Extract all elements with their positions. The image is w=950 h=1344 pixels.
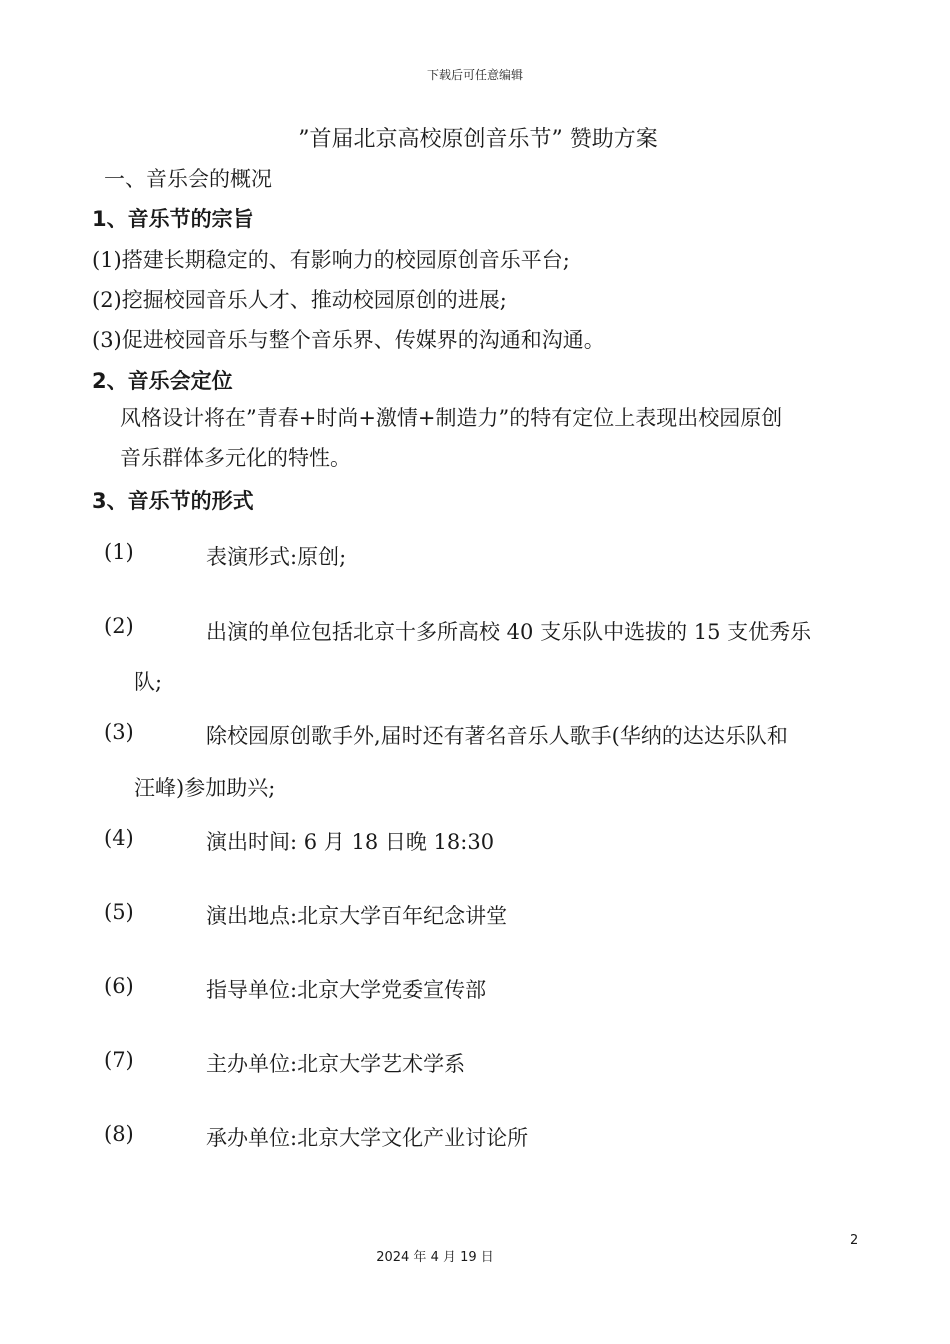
form-item-number: (1): [104, 540, 134, 564]
page-number: 2: [850, 1233, 859, 1248]
form-item-number: (5): [104, 900, 134, 924]
form-item-number: (6): [104, 974, 134, 998]
purpose-item: (2)挖掘校园音乐人才、推动校园原创的进展;: [92, 288, 507, 312]
form-item-number: (7): [104, 1048, 134, 1072]
purpose-item: (3)促进校园音乐与整个音乐界、传媒界的沟通和沟通。: [92, 328, 605, 352]
form-item-text: 演出地点:北京大学百年纪念讲堂: [206, 904, 508, 928]
subheading-position: 2、音乐会定位: [92, 369, 233, 393]
form-item-number: (3): [104, 720, 134, 744]
subheading-forms: 3、音乐节的形式: [92, 489, 254, 513]
form-item-number: (4): [104, 826, 134, 850]
form-item-continuation: 队;: [134, 670, 163, 694]
position-paragraph-line: 音乐群体多元化的特性。: [120, 446, 351, 470]
form-item-text: 主办单位:北京大学艺术学系: [206, 1052, 466, 1076]
page-header: 下载后可任意编辑: [426, 68, 523, 82]
form-item-number: (2): [104, 614, 134, 638]
form-item-text: 表演形式:原创;: [206, 545, 347, 569]
form-item-number: (8): [104, 1122, 134, 1146]
form-item-text: 承办单位:北京大学文化产业讨论所: [206, 1126, 529, 1150]
purpose-item: (1)搭建长期稳定的、有影响力的校园原创音乐平台;: [92, 248, 570, 272]
form-item-text: 除校园原创歌手外,届时还有著名音乐人歌手(华纳的达达乐队和: [206, 724, 788, 748]
position-paragraph-line: 风格设计将在”青春+时尚+激情+制造力”的特有定位上表现出校园原创: [120, 406, 783, 430]
document-title: ”首届北京高校原创音乐节” 赞助方案: [298, 127, 658, 152]
form-item-text: 出演的单位包括北京十多所高校 40 支乐队中选拔的 15 支优秀乐: [206, 620, 812, 644]
form-item-continuation: 汪峰)参加助兴;: [134, 776, 276, 800]
section-heading: 一、音乐会的概况: [104, 167, 272, 191]
subheading-purpose: 1、音乐节的宗旨: [92, 207, 254, 231]
form-item-text: 演出时间: 6 月 18 日晚 18:30: [206, 830, 495, 854]
footer-date: 2024 年 4 月 19 日: [376, 1250, 494, 1265]
form-item-text: 指导单位:北京大学党委宣传部: [206, 978, 487, 1002]
